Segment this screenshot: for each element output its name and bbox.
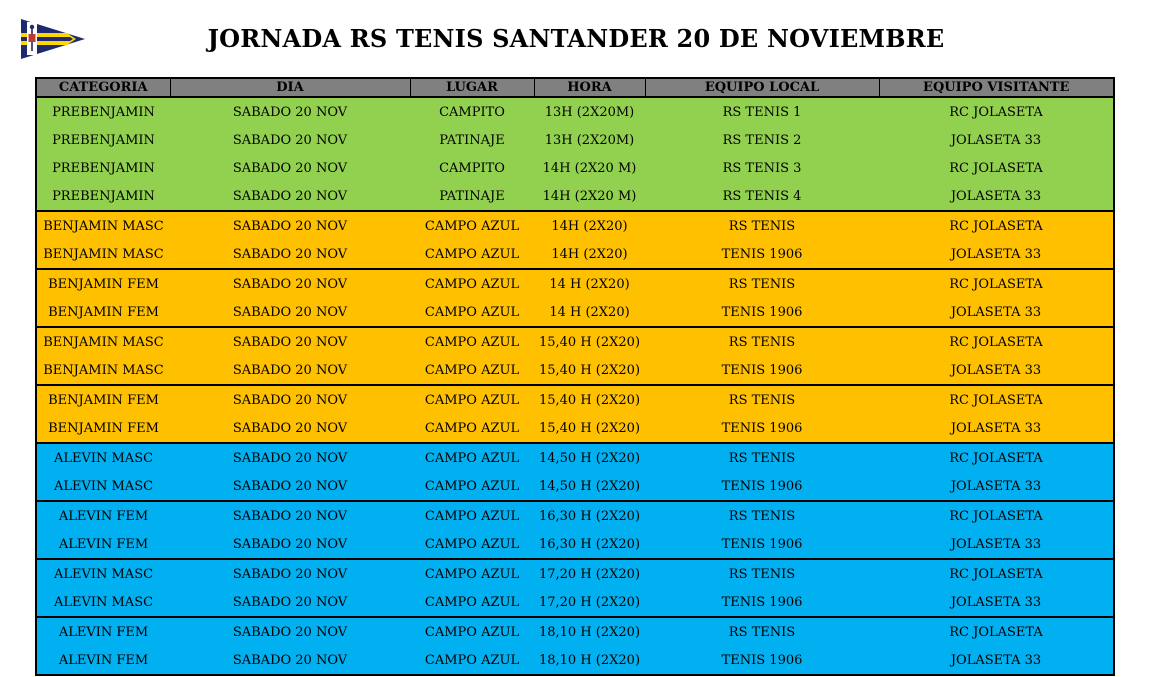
- cell-dia: SABADO 20 NOV: [232, 104, 348, 120]
- cell-dia: SABADO 20 NOV: [232, 188, 348, 204]
- table-row: [36, 240, 1114, 269]
- header-dia: DIA: [170, 78, 410, 97]
- cell-hora: 13H (2X20M): [544, 104, 635, 120]
- cell-categoria: ALEVIN FEM: [58, 652, 149, 668]
- cell-hora: 16,30 H (2X20): [538, 536, 641, 552]
- cell-lugar: CAMPO AZUL: [424, 304, 520, 320]
- table-row: [36, 559, 1114, 588]
- cell-equipo-visitante: RC JOLASETA: [879, 501, 1114, 530]
- cell-equipo-local: TENIS 1906: [721, 304, 803, 320]
- cell-lugar: CAMPO AZUL: [424, 478, 520, 494]
- table-body: [36, 97, 1114, 675]
- table-row: [36, 414, 1114, 443]
- cell-equipo-local: RS TENIS 2: [722, 132, 802, 148]
- cell-dia: SABADO 20 NOV: [170, 443, 410, 472]
- cell-equipo-local: RS TENIS: [645, 559, 879, 588]
- cell-dia: SABADO 20 NOV: [170, 269, 410, 298]
- cell-hora: 15,40 H (2X20): [534, 327, 645, 356]
- cell-hora: 13H (2X20M): [544, 132, 635, 148]
- cell-dia: SABADO 20 NOV: [170, 617, 410, 646]
- cell-categoria: ALEVIN MASC: [36, 559, 170, 588]
- cell-equipo-local: RS TENIS 1: [722, 104, 802, 120]
- cell-lugar: CAMPO AZUL: [410, 559, 534, 588]
- cell-lugar: CAMPO AZUL: [410, 269, 534, 298]
- cell-equipo-local: TENIS 1906: [721, 536, 803, 552]
- cell-hora: 18,10 H (2X20): [538, 652, 641, 668]
- header-equipo-local: EQUIPO LOCAL: [645, 78, 879, 97]
- cell-lugar: PATINAJE: [439, 132, 505, 148]
- table-row: [36, 588, 1114, 617]
- cell-equipo-local: RS TENIS 3: [722, 160, 802, 176]
- cell-equipo-visitante: RC JOLASETA: [879, 559, 1114, 588]
- cell-categoria: PREBENJAMIN: [52, 104, 155, 120]
- cell-dia: SABADO 20 NOV: [170, 385, 410, 414]
- cell-equipo-visitante: RC JOLASETA: [879, 269, 1114, 298]
- cell-dia: SABADO 20 NOV: [232, 362, 348, 378]
- cell-dia: SABADO 20 NOV: [170, 327, 410, 356]
- cell-equipo-local: RS TENIS: [645, 443, 879, 472]
- cell-dia: SABADO 20 NOV: [232, 536, 348, 552]
- cell-equipo-visitante: JOLASETA 33: [950, 594, 1042, 610]
- cell-dia: SABADO 20 NOV: [170, 559, 410, 588]
- cell-equipo-local: RS TENIS: [645, 501, 879, 530]
- table-row: [36, 356, 1114, 385]
- cell-equipo-visitante: RC JOLASETA: [949, 160, 1043, 176]
- cell-categoria: BENJAMIN FEM: [36, 269, 170, 298]
- cell-dia: SABADO 20 NOV: [232, 132, 348, 148]
- cell-equipo-visitante: JOLASETA 33: [950, 536, 1042, 552]
- cell-categoria: ALEVIN MASC: [53, 478, 154, 494]
- cell-lugar: CAMPO AZUL: [424, 420, 520, 436]
- cell-equipo-visitante: RC JOLASETA: [879, 443, 1114, 472]
- header-lugar: LUGAR: [410, 78, 534, 97]
- cell-hora: 14H (2X20 M): [542, 188, 637, 204]
- cell-dia: SABADO 20 NOV: [232, 246, 348, 262]
- cell-equipo-visitante: JOLASETA 33: [950, 420, 1042, 436]
- cell-lugar: CAMPO AZUL: [424, 362, 520, 378]
- cell-equipo-visitante: JOLASETA 33: [950, 362, 1042, 378]
- cell-equipo-local: TENIS 1906: [721, 478, 803, 494]
- cell-lugar: CAMPO AZUL: [424, 536, 520, 552]
- cell-dia: SABADO 20 NOV: [232, 160, 348, 176]
- cell-equipo-visitante: RC JOLASETA: [879, 385, 1114, 414]
- cell-hora: 17,20 H (2X20): [534, 559, 645, 588]
- cell-categoria: ALEVIN FEM: [36, 617, 170, 646]
- cell-categoria: ALEVIN FEM: [58, 536, 149, 552]
- table-row: [36, 211, 1114, 240]
- cell-categoria: ALEVIN MASC: [36, 443, 170, 472]
- table-row: [36, 646, 1114, 675]
- table-row: [36, 530, 1114, 559]
- cell-equipo-local: RS TENIS: [645, 385, 879, 414]
- cell-equipo-local: RS TENIS: [645, 211, 879, 240]
- cell-categoria: BENJAMIN MASC: [43, 362, 164, 378]
- table-row: [36, 443, 1114, 472]
- cell-categoria: BENJAMIN MASC: [43, 246, 164, 262]
- cell-lugar: CAMPO AZUL: [410, 501, 534, 530]
- cell-categoria: BENJAMIN MASC: [36, 327, 170, 356]
- header-equipo-visitante: EQUIPO VISITANTE: [879, 78, 1114, 97]
- table-row: [36, 501, 1114, 530]
- cell-lugar: CAMPO AZUL: [424, 246, 520, 262]
- cell-dia: SABADO 20 NOV: [232, 652, 348, 668]
- cell-hora: 15,40 H (2X20): [538, 420, 641, 436]
- cell-hora: 15,40 H (2X20): [538, 362, 641, 378]
- cell-dia: SABADO 20 NOV: [232, 478, 348, 494]
- cell-hora: 14H (2X20): [534, 211, 645, 240]
- cell-lugar: CAMPO AZUL: [424, 652, 520, 668]
- cell-dia: SABADO 20 NOV: [232, 594, 348, 610]
- cell-equipo-local: TENIS 1906: [721, 652, 803, 668]
- table-row: [36, 126, 1114, 154]
- cell-categoria: PREBENJAMIN: [52, 188, 155, 204]
- cell-lugar: CAMPO AZUL: [410, 617, 534, 646]
- cell-lugar: CAMPITO: [439, 160, 505, 176]
- cell-categoria: ALEVIN FEM: [36, 501, 170, 530]
- cell-lugar: CAMPO AZUL: [410, 211, 534, 240]
- cell-dia: SABADO 20 NOV: [170, 501, 410, 530]
- table-row: [36, 154, 1114, 182]
- cell-hora: 15,40 H (2X20): [534, 385, 645, 414]
- header-hora: HORA: [534, 78, 645, 97]
- cell-equipo-visitante: JOLASETA 33: [950, 652, 1042, 668]
- cell-hora: 14 H (2X20): [534, 269, 645, 298]
- cell-categoria: BENJAMIN FEM: [48, 420, 159, 436]
- table-row: [36, 298, 1114, 327]
- cell-equipo-visitante: JOLASETA 33: [950, 478, 1042, 494]
- cell-categoria: BENJAMIN MASC: [36, 211, 170, 240]
- cell-lugar: CAMPITO: [439, 104, 505, 120]
- cell-equipo-visitante: JOLASETA 33: [950, 132, 1042, 148]
- cell-lugar: CAMPO AZUL: [410, 327, 534, 356]
- cell-equipo-visitante: JOLASETA 33: [950, 188, 1042, 204]
- cell-categoria: ALEVIN MASC: [53, 594, 154, 610]
- cell-categoria: PREBENJAMIN: [52, 160, 155, 176]
- cell-lugar: CAMPO AZUL: [410, 443, 534, 472]
- cell-hora: 14H (2X20): [551, 246, 628, 262]
- table-row: [36, 97, 1114, 126]
- header-categoria: CATEGORIA: [36, 78, 170, 97]
- table-row: [36, 269, 1114, 298]
- table-header-row: [36, 78, 1114, 97]
- cell-equipo-visitante: JOLASETA 33: [950, 304, 1042, 320]
- cell-equipo-visitante: JOLASETA 33: [950, 246, 1042, 262]
- cell-lugar: PATINAJE: [439, 188, 505, 204]
- cell-hora: 14,50 H (2X20): [538, 478, 641, 494]
- table-row: [36, 327, 1114, 356]
- cell-equipo-local: RS TENIS: [645, 617, 879, 646]
- table-row: [36, 385, 1114, 414]
- cell-categoria: BENJAMIN FEM: [36, 385, 170, 414]
- cell-dia: SABADO 20 NOV: [232, 304, 348, 320]
- table-row: [36, 617, 1114, 646]
- cell-hora: 18,10 H (2X20): [534, 617, 645, 646]
- cell-dia: SABADO 20 NOV: [170, 211, 410, 240]
- table-row: [36, 182, 1114, 211]
- cell-equipo-local: TENIS 1906: [721, 594, 803, 610]
- cell-hora: 14H (2X20 M): [542, 160, 637, 176]
- cell-equipo-visitante: RC JOLASETA: [879, 211, 1114, 240]
- cell-equipo-local: RS TENIS: [645, 327, 879, 356]
- cell-hora: 16,30 H (2X20): [534, 501, 645, 530]
- cell-hora: 14,50 H (2X20): [534, 443, 645, 472]
- cell-equipo-local: TENIS 1906: [721, 362, 803, 378]
- match-schedule-table: [35, 77, 1115, 676]
- cell-equipo-local: RS TENIS 4: [722, 188, 802, 204]
- cell-equipo-visitante: RC JOLASETA: [949, 104, 1043, 120]
- cell-lugar: CAMPO AZUL: [410, 385, 534, 414]
- cell-equipo-local: TENIS 1906: [721, 246, 803, 262]
- page-title: JORNADA RS TENIS SANTANDER 20 DE NOVIEMBRE: [207, 24, 945, 53]
- cell-hora: 14 H (2X20): [549, 304, 630, 320]
- cell-equipo-visitante: RC JOLASETA: [879, 617, 1114, 646]
- cell-equipo-local: RS TENIS: [645, 269, 879, 298]
- cell-dia: SABADO 20 NOV: [232, 420, 348, 436]
- cell-equipo-visitante: RC JOLASETA: [879, 327, 1114, 356]
- cell-categoria: BENJAMIN FEM: [48, 304, 159, 320]
- cell-lugar: CAMPO AZUL: [424, 594, 520, 610]
- table-row: [36, 472, 1114, 501]
- cell-equipo-local: TENIS 1906: [721, 420, 803, 436]
- cell-categoria: PREBENJAMIN: [52, 132, 155, 148]
- cell-hora: 17,20 H (2X20): [538, 594, 641, 610]
